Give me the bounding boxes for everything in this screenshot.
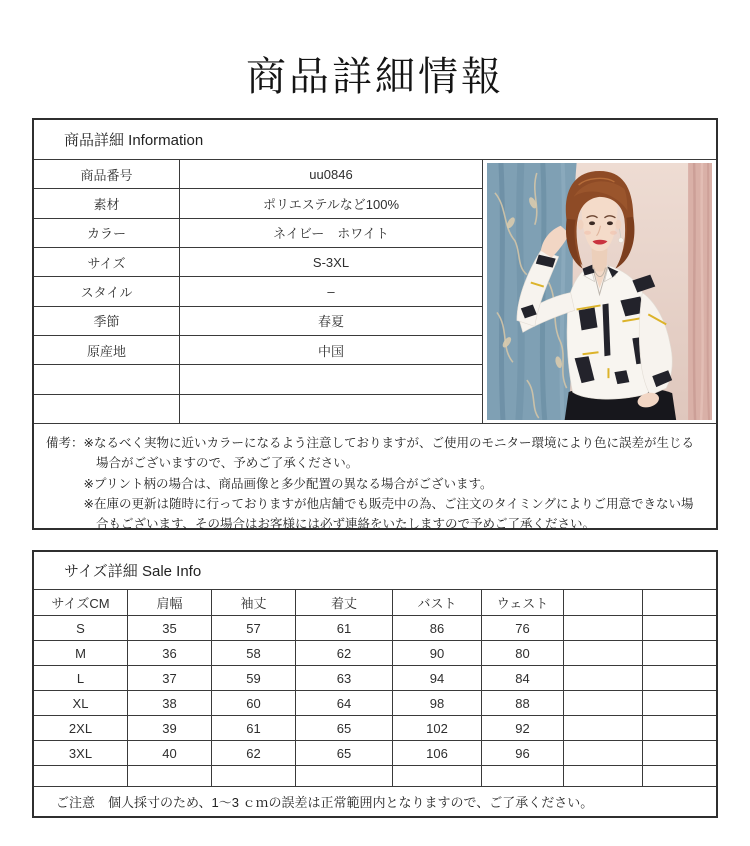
- size-cell: 2XL: [34, 716, 128, 741]
- spec-label: カラー: [34, 219, 180, 247]
- product-spec-table: [34, 160, 483, 423]
- table-row: [34, 395, 482, 423]
- spec-value: 春夏: [317, 314, 344, 330]
- size-cell: [564, 616, 643, 641]
- size-cell: 59: [212, 666, 296, 691]
- size-cell: XL: [34, 691, 128, 716]
- spec-value: –: [327, 283, 335, 299]
- product-info-section: [32, 118, 718, 530]
- table-row: [34, 716, 716, 741]
- size-cell: 90: [393, 641, 482, 666]
- size-cell: 35: [128, 616, 212, 641]
- size-cell: [34, 766, 128, 787]
- table-row: [34, 160, 482, 189]
- size-cell: [643, 666, 716, 691]
- size-cell: [482, 766, 564, 787]
- size-cell: [564, 741, 643, 766]
- spec-label: 素材: [34, 189, 180, 217]
- size-cell: 65: [296, 741, 393, 766]
- spec-value: ポリエステルなど100%: [262, 196, 400, 212]
- size-cell: 94: [393, 666, 482, 691]
- note-line: ※プリント柄の場合は、商品画像と多少配置の異なる場合がございます。: [83, 476, 493, 491]
- spec-value: 中国: [317, 343, 344, 359]
- size-cell: 3XL: [34, 741, 128, 766]
- size-cell: 37: [128, 666, 212, 691]
- spec-label: 季節: [34, 307, 180, 335]
- size-cell: [393, 766, 482, 787]
- pink-curtain: [688, 163, 712, 420]
- spec-value: uu0846: [309, 166, 353, 182]
- spec-label: [34, 365, 180, 393]
- size-cell: [212, 766, 296, 787]
- table-row: [34, 219, 482, 248]
- table-row: [34, 666, 716, 691]
- product-photo-graphic: [487, 163, 712, 420]
- size-cell: 65: [296, 716, 393, 741]
- spec-label: 商品番号: [34, 160, 180, 188]
- size-cell: [128, 766, 212, 787]
- table-row: [34, 616, 716, 641]
- size-cell: 61: [296, 616, 393, 641]
- table-row: [34, 641, 716, 666]
- size-cell: [643, 741, 716, 766]
- size-cell: 62: [212, 741, 296, 766]
- table-row: [34, 336, 482, 365]
- size-cell: [564, 641, 643, 666]
- spec-label: 原産地: [34, 336, 180, 364]
- spec-value: [180, 395, 482, 423]
- size-cell: 62: [296, 641, 393, 666]
- remarks-label: 備考：: [46, 436, 84, 450]
- size-cell: 57: [212, 616, 296, 641]
- size-cell: 38: [128, 691, 212, 716]
- column-header: [643, 590, 716, 616]
- size-cell: [296, 766, 393, 787]
- size-cell: [643, 716, 716, 741]
- page-title: 商品詳細情報: [246, 53, 504, 99]
- spec-label: サイズ: [34, 248, 180, 276]
- column-header: [564, 590, 643, 616]
- column-header: サイズCM: [34, 590, 128, 616]
- size-cell: [564, 666, 643, 691]
- note-line: ※なるべく実物に近いカラーになるよう注意しておりますが、ご使用のモニター環境により色に誤差が生じる場合がございますので、予めご了承ください。: [83, 436, 694, 471]
- size-detail-section: [32, 550, 718, 818]
- size-cell: [564, 716, 643, 741]
- size-table-header-row: [34, 590, 716, 616]
- size-cell: [643, 766, 716, 787]
- size-cell: 36: [128, 641, 212, 666]
- size-cell: 39: [128, 716, 212, 741]
- spec-value: [180, 365, 482, 393]
- size-cell: L: [34, 666, 128, 691]
- spec-value: S-3XL: [312, 254, 350, 270]
- column-header: 袖丈: [212, 590, 296, 616]
- size-cell: 58: [212, 641, 296, 666]
- size-cell: 80: [482, 641, 564, 666]
- info-table-area: [34, 160, 716, 424]
- size-cell: [643, 616, 716, 641]
- column-header: 着丈: [296, 590, 393, 616]
- size-section-header: サイズ詳細 Sale Info: [34, 552, 716, 590]
- size-cell: 63: [296, 666, 393, 691]
- size-cell: S: [34, 616, 128, 641]
- table-row: [34, 741, 716, 766]
- spec-value: ネイビー ホワイト: [273, 226, 389, 242]
- size-cell: 96: [482, 741, 564, 766]
- info-section-header: 商品詳細 Information: [34, 120, 716, 160]
- table-row: [34, 277, 482, 306]
- size-cell: M: [34, 641, 128, 666]
- size-cell: 92: [482, 716, 564, 741]
- note-line: ※在庫の更新は随時に行っておりますが他店舗でも販売中の為、ご注文のタイミングによりご用意できない場合もございます、その場合はお客様には必ず連絡をいたしますので予めご了承ください。: [83, 496, 694, 531]
- table-row: [34, 691, 716, 716]
- size-cell: 106: [393, 741, 482, 766]
- size-cell: 98: [393, 691, 482, 716]
- size-cell: 60: [212, 691, 296, 716]
- product-photo: [483, 160, 716, 423]
- size-cell: 40: [128, 741, 212, 766]
- size-cell: 88: [482, 691, 564, 716]
- size-cell: 102: [393, 716, 482, 741]
- table-row: [34, 365, 482, 394]
- spec-label: スタイル: [34, 277, 180, 305]
- column-header: バスト: [393, 590, 482, 616]
- table-row-empty: [34, 766, 716, 787]
- table-row: [34, 307, 482, 336]
- size-cell: 76: [482, 616, 564, 641]
- size-cell: 86: [393, 616, 482, 641]
- size-cell: 64: [296, 691, 393, 716]
- size-cell: [643, 641, 716, 666]
- spec-label: [34, 395, 180, 423]
- table-row: [34, 248, 482, 277]
- remarks-body: [84, 433, 702, 534]
- size-cell: [564, 691, 643, 716]
- size-cell: 84: [482, 666, 564, 691]
- column-header: ウェスト: [482, 590, 564, 616]
- table-row: [34, 189, 482, 218]
- remarks-note: [34, 424, 716, 534]
- size-cell: [564, 766, 643, 787]
- column-header: 肩幅: [128, 590, 212, 616]
- size-cell: 61: [212, 716, 296, 741]
- size-cell: [643, 691, 716, 716]
- measurement-caution: ご注意 個人採寸のため、1～3 ｃｍの誤差は正常範囲内となりますので、ご了承ください。: [56, 795, 594, 810]
